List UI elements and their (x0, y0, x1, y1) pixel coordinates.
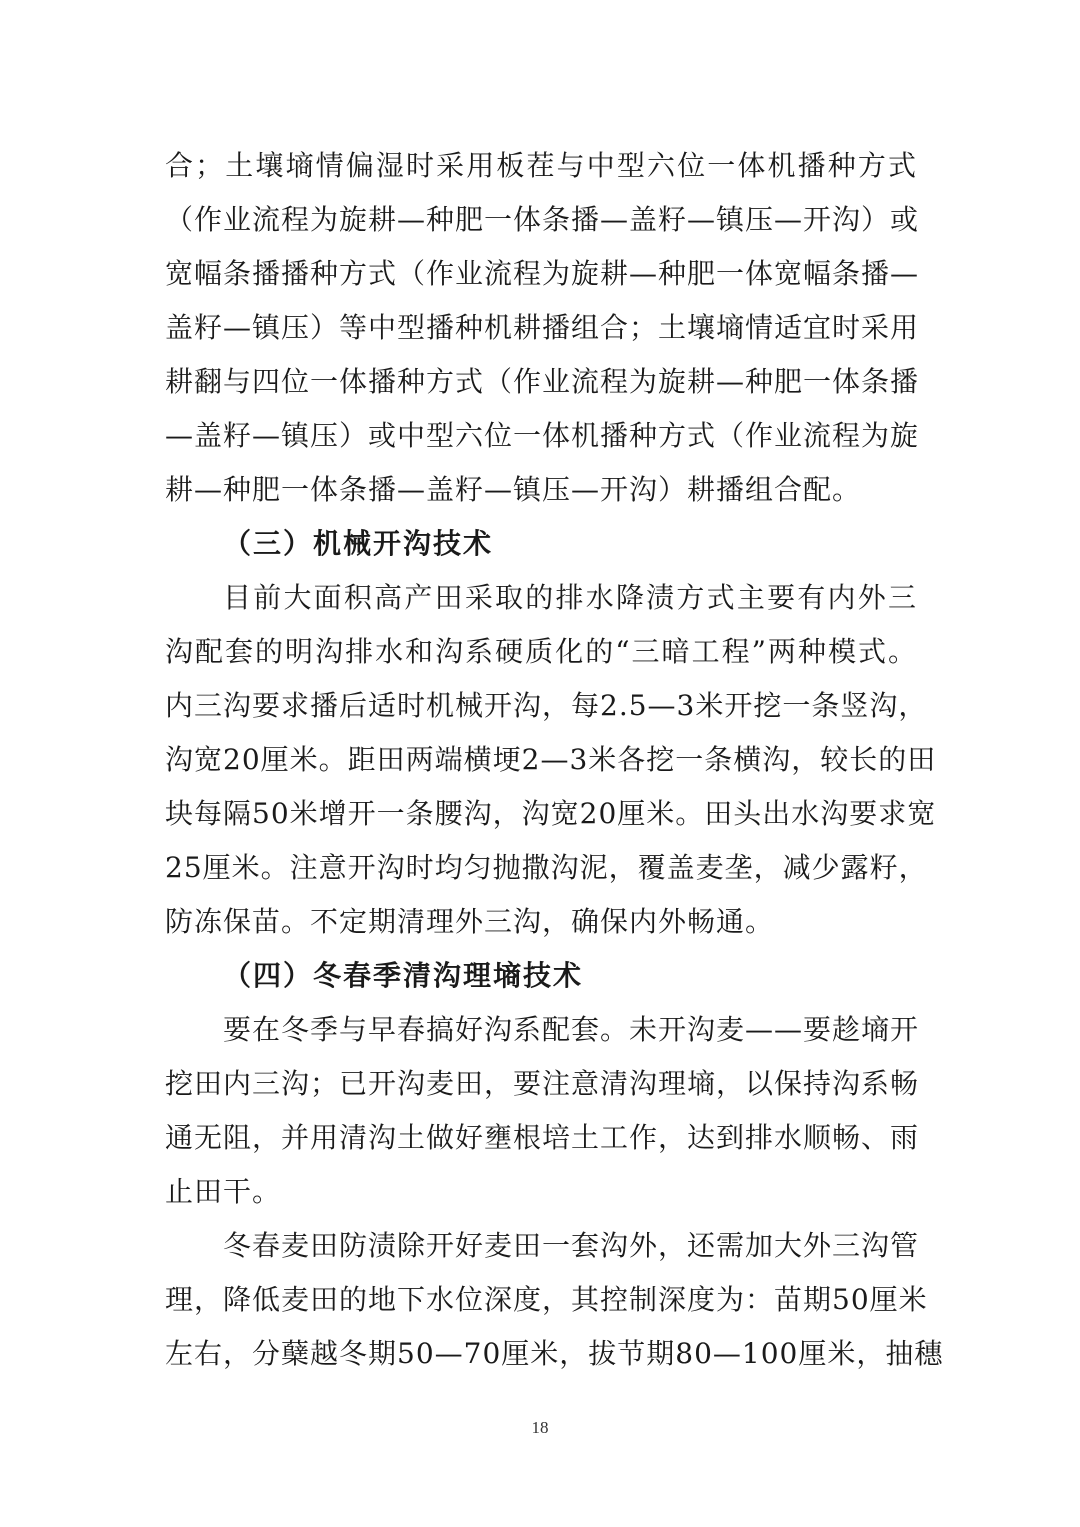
body-text-line: （作业流程为旋耕—种肥一体条播—盖籽—镇压—开沟）或 (165, 203, 920, 236)
body-text-line: 挖田内三沟；已开沟麦田，要注意清沟理墒，以保持沟系畅 (165, 1067, 920, 1100)
body-text-line: 通无阻，并用清沟土做好壅根培土工作，达到排水顺畅、雨 (165, 1121, 920, 1154)
body-text-line: 内三沟要求播后适时机械开沟，每2.5—3米开挖一条竖沟， (165, 689, 928, 722)
body-text-line: —盖籽—镇压）或中型六位一体机播种方式（作业流程为旋 (165, 419, 920, 452)
body-text-line: 防冻保苗。不定期清理外三沟，确保内外畅通。 (165, 905, 775, 938)
section-heading-3: （三）机械开沟技术 (223, 527, 494, 560)
section-heading-4: （四）冬春季清沟理墒技术 (223, 959, 584, 992)
body-text-line: 沟配套的明沟排水和沟系硬质化的“三暗工程”两种模式。 (165, 635, 917, 668)
body-text-line: 冬春麦田防渍除开好麦田一套沟外，还需加大外三沟管 (223, 1229, 920, 1262)
body-text-line: 耕翻与四位一体播种方式（作业流程为旋耕—种肥一体条播 (165, 365, 920, 398)
body-text-line: 盖籽—镇压）等中型播种机耕播组合；土壤墒情适宜时采用 (165, 311, 920, 344)
page-number: 18 (531, 1418, 549, 1437)
body-text-line: 沟宽20厘米。距田两端横埂2—3米各挖一条横沟，较长的田 (165, 743, 937, 776)
body-text-line: 25厘米。注意开沟时均匀抛撒沟泥，覆盖麦垄，减少露籽， (165, 851, 928, 884)
body-text-line: 要在冬季与早春搞好沟系配套。未开沟麦——要趁墒开 (223, 1013, 920, 1046)
body-text-line: 合；土壤墒情偏湿时采用板茬与中型六位一体机播种方式 (165, 149, 917, 182)
body-text-line: 块每隔50米增开一条腰沟，沟宽20厘米。田头出水沟要求宽 (165, 797, 937, 830)
body-text-line: 止田干。 (165, 1175, 282, 1208)
body-text-line: 宽幅条播播种方式（作业流程为旋耕—种肥一体宽幅条播— (165, 257, 920, 290)
body-text-line: 耕—种肥一体条播—盖籽—镇压—开沟）耕播组合配。 (165, 473, 862, 506)
body-text-line: 理，降低麦田的地下水位深度，其控制深度为：苗期50厘米 (165, 1283, 928, 1316)
body-text-line: 左右，分蘖越冬期50—70厘米，拔节期80—100厘米，抽穗 (165, 1337, 944, 1370)
body-text-line: 目前大面积高产田采取的排水降渍方式主要有内外三 (223, 581, 917, 614)
